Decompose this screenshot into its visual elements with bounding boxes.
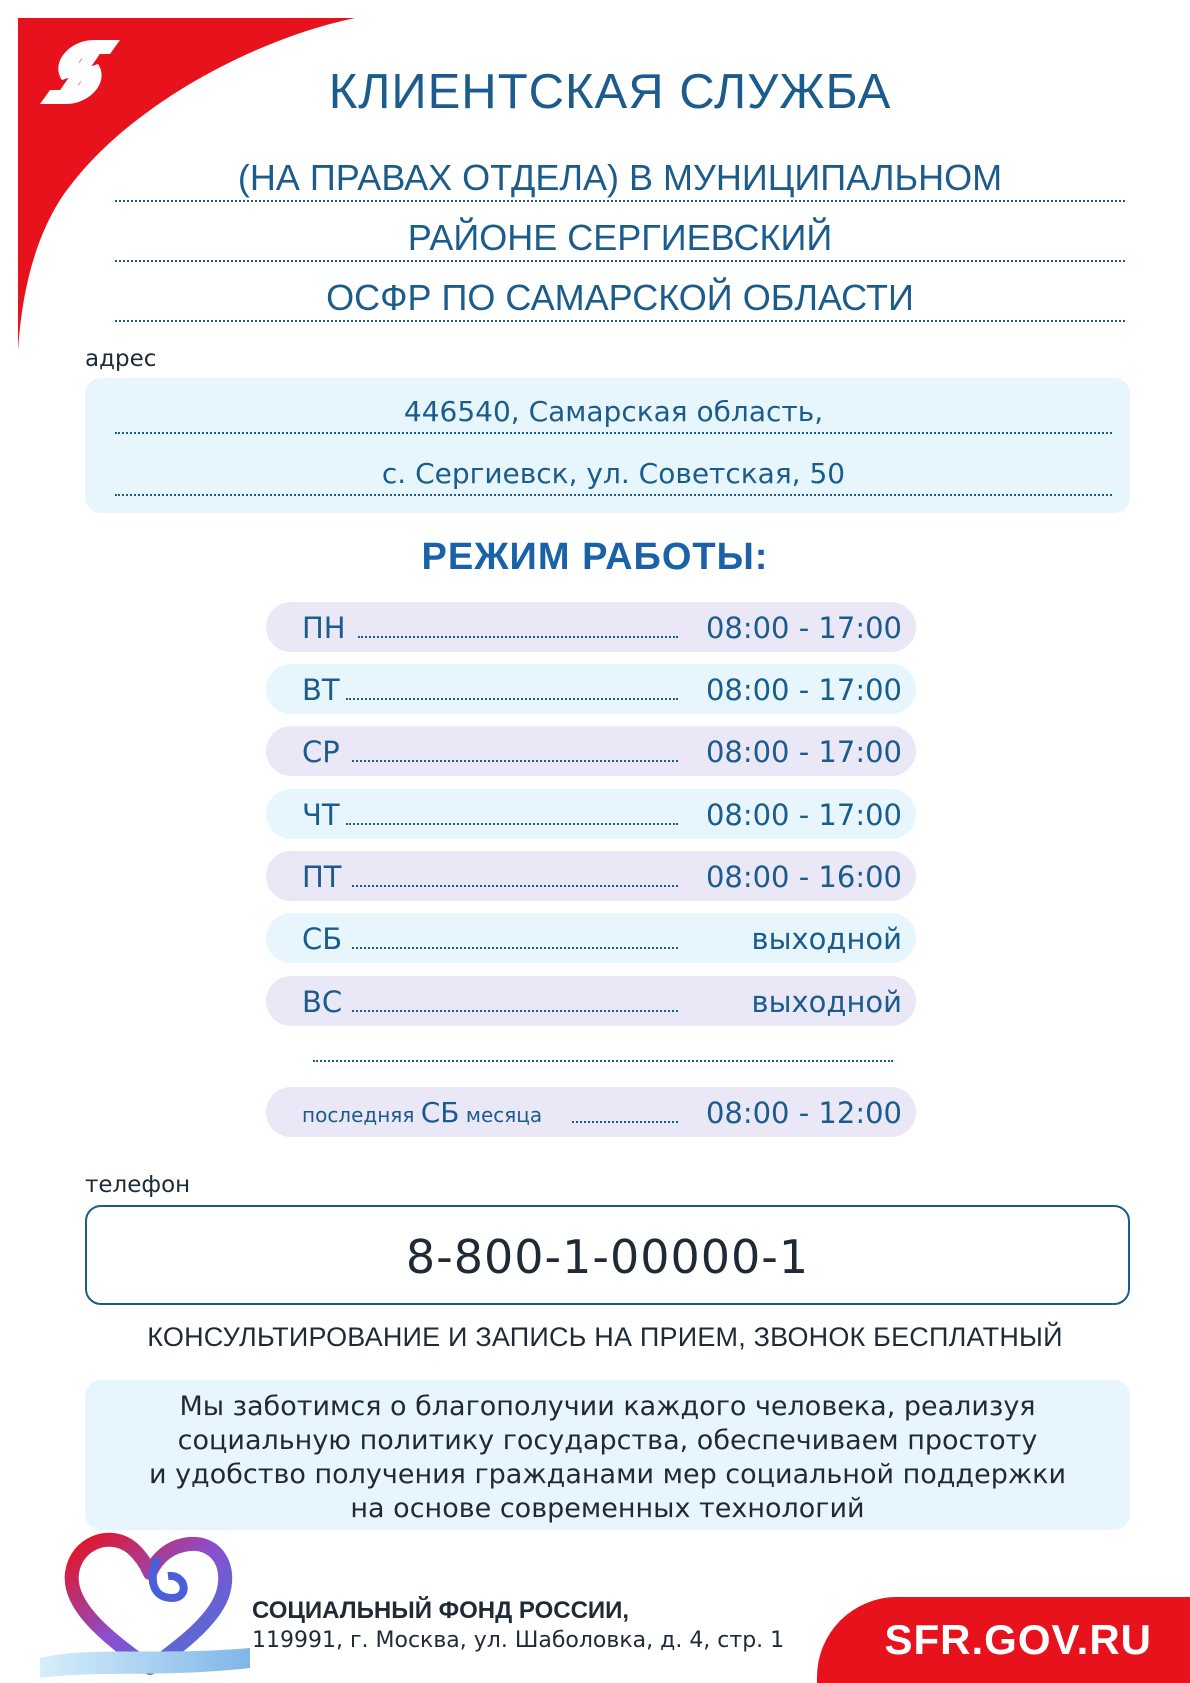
dot-leader — [358, 636, 678, 638]
last-sat-day: СБ — [420, 1096, 460, 1129]
dot-leader — [346, 698, 678, 700]
dot-leader — [352, 760, 678, 762]
schedule-day: ЧТ — [302, 798, 340, 832]
dot-leader — [352, 947, 678, 949]
phone-label: телефон — [85, 1172, 191, 1198]
page-title: КЛИЕНТСКАЯ СЛУЖБА — [328, 65, 892, 119]
dot-leader — [346, 823, 678, 825]
footer-address: 119991, г. Москва, ул. Шаболовка, д. 4, стр. 1 — [252, 1628, 785, 1653]
schedule-day: ПТ — [302, 860, 342, 894]
footer-org: СОЦИАЛЬНЫЙ ФОНД РОССИИ, — [252, 1597, 630, 1624]
phone-note: КОНСУЛЬТИРОВАНИЕ И ЗАПИСЬ НА ПРИЕМ, ЗВОНОК БЕСПЛАТНЫЙ — [147, 1322, 1063, 1352]
mission-line: социальную политику государства, обеспечиваем простоту — [177, 1425, 1038, 1456]
schedule-time: 08:00 - 16:00 — [705, 860, 902, 894]
schedule-time: 08:00 - 17:00 — [705, 798, 902, 832]
schedule-day-last-saturday — [302, 1087, 542, 1141]
schedule-row-wed — [266, 726, 916, 776]
site-link[interactable]: SFR.GOV.RU — [817, 1597, 1190, 1683]
schedule-time: 08:00 - 17:00 — [705, 611, 902, 645]
address-box — [85, 378, 1130, 513]
subtitle-line-2: РАЙОНЕ СЕРГИЕВСКИЙ — [115, 210, 1125, 262]
schedule-row-sat — [266, 913, 916, 963]
separator-dots — [313, 1060, 893, 1062]
dot-leader — [572, 1121, 678, 1123]
schedule-row-last-saturday — [266, 1087, 916, 1137]
schedule-day: ВТ — [302, 673, 340, 707]
schedule-time: 08:00 - 12:00 — [705, 1096, 902, 1130]
dot-leader — [352, 1010, 678, 1012]
schedule-row-sun — [266, 976, 916, 1026]
mission-line: и удобство получения гражданами мер социальной поддержки — [148, 1459, 1067, 1490]
schedule-day: ВС — [302, 985, 343, 1019]
address-line-1: 446540, Самарская область, — [115, 390, 1112, 434]
schedule-time: 08:00 - 17:00 — [705, 673, 902, 707]
phone-number[interactable]: 8-800-1-00000-1 — [85, 1205, 1130, 1305]
schedule-day: СР — [302, 735, 340, 769]
last-sat-suffix: месяца — [465, 1103, 543, 1127]
dot-leader — [352, 885, 678, 887]
last-sat-prefix: последняя — [302, 1103, 415, 1127]
address-label: адрес — [85, 346, 157, 372]
schedule-row-tue — [266, 664, 916, 714]
schedule-time: выходной — [751, 922, 902, 956]
subtitle-line-1: (НА ПРАВАХ ОТДЕЛА) В МУНИЦИПАЛЬНОМ — [115, 150, 1125, 202]
schedule-time: выходной — [751, 985, 902, 1019]
schedule-day: СБ — [302, 922, 343, 956]
schedule-row-mon — [266, 602, 916, 652]
schedule-time: 08:00 - 17:00 — [705, 735, 902, 769]
schedule-day: ПН — [302, 611, 346, 645]
schedule-title: РЕЖИМ РАБОТЫ: — [421, 536, 769, 578]
schedule-row-fri — [266, 851, 916, 901]
schedule-row-thu — [266, 789, 916, 839]
mission-line: Мы заботимся о благополучии каждого человека, реализуя — [179, 1391, 1036, 1422]
address-line-2: с. Сергиевск, ул. Советская, 50 — [115, 452, 1112, 496]
mission-statement — [85, 1380, 1130, 1530]
subtitle-line-3: ОСФР ПО САМАРСКОЙ ОБЛАСТИ — [115, 270, 1125, 322]
mission-line: на основе современных технологий — [350, 1493, 865, 1524]
heart-ribbon-icon — [40, 1518, 260, 1683]
